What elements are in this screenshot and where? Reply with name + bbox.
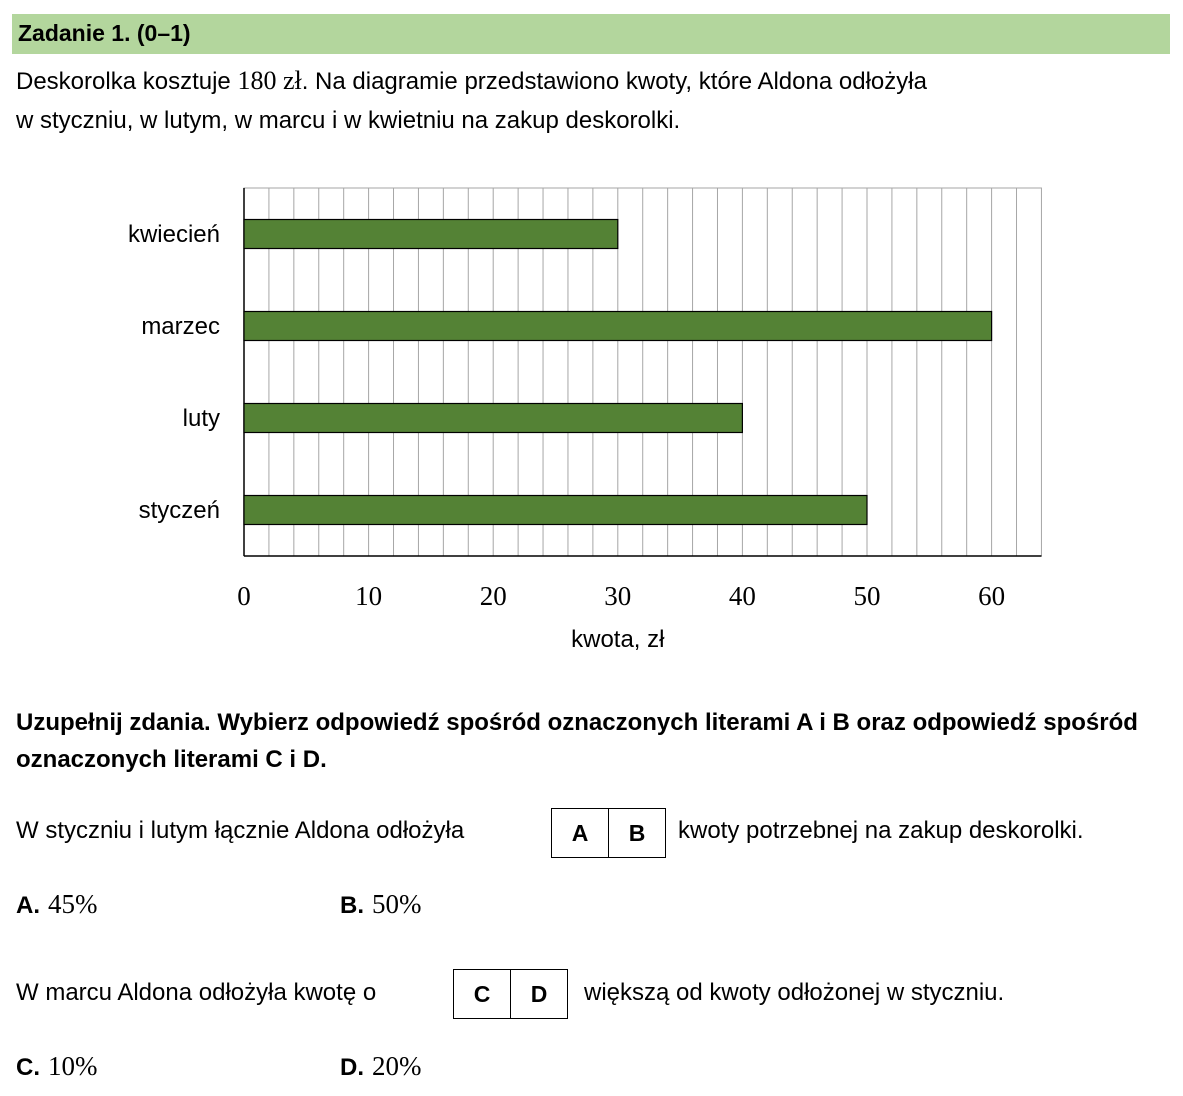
x-tick-label: 10	[355, 581, 383, 611]
x-tick-label: 40	[728, 581, 756, 611]
x-tick-label: 60	[978, 581, 1006, 611]
intro-text-3: w styczniu, w lutym, w marcu i w kwietniu na zakup deskorolki.	[16, 107, 681, 134]
q2-text-before: W marcu Aldona odłożyła kwotę o	[16, 979, 377, 1006]
bar-3	[244, 220, 618, 249]
option-c-letter: C.	[16, 1054, 40, 1081]
x-axis-label: kwota, zł	[571, 626, 665, 653]
bar-1	[244, 404, 742, 433]
category-label: styczeń	[138, 497, 220, 524]
option-b[interactable]	[340, 889, 422, 920]
option-c-value: 10%	[48, 1051, 98, 1081]
q1-text-before: W styczniu i lutym łącznie Aldona odłożyła	[16, 817, 465, 844]
task-intro	[16, 61, 1166, 140]
x-tick-label: 0	[237, 581, 251, 611]
category-label: luty	[182, 405, 220, 432]
q1-text-after: kwoty potrzebnej na zakup deskorolki.	[678, 817, 1084, 844]
option-b-value: 50%	[372, 889, 422, 919]
option-a-value: 45%	[48, 889, 98, 919]
q2-text-after: większą od kwoty odłożonej w styczniu.	[584, 979, 1005, 1006]
bar-0	[244, 496, 867, 525]
q2-box-c[interactable]: C	[473, 980, 491, 1007]
option-d-letter: D.	[340, 1054, 364, 1081]
option-d-value: 20%	[372, 1051, 422, 1081]
option-d[interactable]	[340, 1051, 422, 1082]
q2-answer-box[interactable]	[453, 969, 568, 1019]
intro-text-1: Deskorolka kosztuje	[16, 68, 238, 95]
q1-answer-box[interactable]	[551, 808, 666, 858]
x-tick-label: 30	[604, 581, 632, 611]
category-label: marzec	[141, 313, 220, 340]
q1-box-a[interactable]: A	[571, 819, 589, 846]
intro-price: 180 zł	[237, 66, 302, 95]
bar-chart	[0, 170, 1100, 670]
x-tick-label: 20	[479, 581, 507, 611]
intro-text-2: . Na diagramie przedstawiono kwoty, które Aldona odłożyła	[301, 68, 927, 95]
task-header	[12, 14, 1170, 54]
option-a-letter: A.	[16, 892, 40, 919]
task-title: Zadanie 1. (0–1)	[18, 20, 191, 46]
bar-2	[244, 312, 992, 341]
option-c[interactable]	[16, 1051, 98, 1082]
category-label: kwiecień	[127, 221, 220, 248]
instruction: Uzupełnij zdania. Wybierz odpowiedź spośród oznaczonych literami A i B oraz odpowiedź spośród oznaczonych literami C i D.	[16, 709, 1138, 773]
q2-box-d[interactable]: D	[510, 970, 567, 1018]
x-tick-label: 50	[853, 581, 881, 611]
option-b-letter: B.	[340, 892, 364, 919]
option-a[interactable]	[16, 889, 98, 920]
q1-box-b[interactable]: B	[608, 809, 665, 857]
